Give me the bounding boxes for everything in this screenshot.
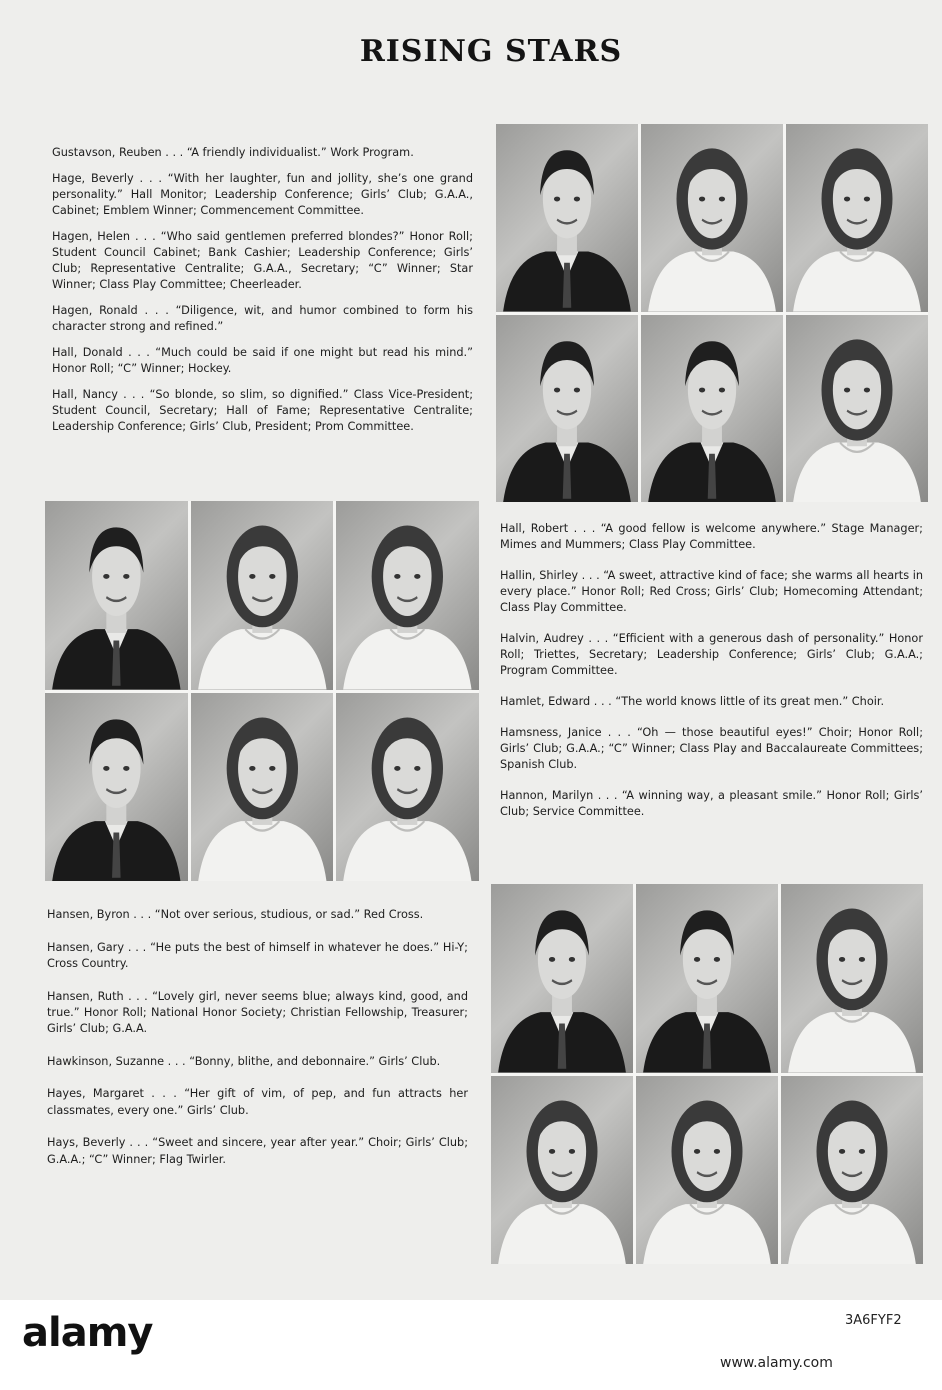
student-portrait — [781, 884, 923, 1073]
senior-entries-block-1 — [52, 145, 473, 445]
senior-entry: Hall, Donald . . . “Much could be said if one might but read his mind.” Honor Roll; “C” Winner; Hockey. — [52, 346, 473, 376]
page-title: RISING STARS — [359, 34, 623, 69]
senior-entry: Hayes, Margaret . . . “Her gift of vim, of pep, and fun attracts her classmates, every one.” Girls’ Club. — [47, 1087, 468, 1117]
student-portrait — [496, 124, 638, 312]
senior-entry: Hagen, Helen . . . “Who said gentlemen preferred blondes?” Honor Roll; Student Council Cabinet; Bank Cashier; Leadership Conference; Girls’ Club; Representative Centralite; G.A.A., Secretary; “C” Winner; Star Winner; Class Play Committee; Cheerleader. — [52, 229, 473, 292]
senior-entry: Hawkinson, Suzanne . . . “Bonny, blithe, and debonnaire.” Girls’ Club. — [47, 1054, 441, 1068]
senior-entry: Hansen, Ruth . . . “Lovely girl, never seems blue; always kind, good, and true.” Honor Roll; National Honor Society; Christian Fellowship, Treasurer; Girls’ Club; G.A.A. — [47, 989, 468, 1036]
source-url: www.alamy.com — [720, 1355, 833, 1371]
student-portrait — [636, 884, 778, 1073]
senior-entry: Halvin, Audrey . . . “Efficient with a generous dash of personality.” Honor Roll; Triettes, Secretary; Leadership Conference; Girls’ Club; G.A.A.; Program Committee. — [500, 632, 923, 678]
senior-entry: Hage, Beverly . . . “With her laughter, fun and jollity, she’s one grand personality.” Hall Monitor; Leadership Conference; Girls’ Club; G.A.A., Cabinet; Emblem Winner; Commencement Committee. — [52, 171, 473, 218]
student-portrait — [496, 315, 638, 503]
senior-entry: Hansen, Byron . . . “Not over serious, studious, or sad.” Red Cross. — [47, 908, 424, 921]
image-id: 3A6FYF2 — [845, 1313, 902, 1328]
student-portrait — [636, 1076, 778, 1265]
student-portrait — [336, 693, 479, 882]
alamy-logo: alamy — [22, 1310, 153, 1356]
senior-entry: Hagen, Ronald . . . “Diligence, wit, and humor combined to form his character strong and refined.” — [52, 304, 473, 334]
student-portrait — [45, 501, 188, 690]
senior-entry: Gustavson, Reuben . . . “A friendly individualist.” Work Program. — [52, 146, 414, 159]
photo-grid-top-right — [496, 124, 928, 502]
senior-entry: Hamsness, Janice . . . “Oh — those beautiful eyes!” Choir; Honor Roll; Girls’ Club; G.A.A.; “C” Winner; Class Play and Baccalaureate Committees; Spanish Club. — [500, 725, 923, 772]
senior-entry: Hallin, Shirley . . . “A sweet, attractive kind of face; she warms all hearts in every place.” Honor Roll; Red Cross; Girls’ Club; Homecoming Attendant; Class Play Committee. — [500, 568, 923, 615]
student-portrait — [491, 884, 633, 1073]
senior-entries-block-2 — [500, 521, 923, 835]
student-portrait — [336, 501, 479, 690]
senior-entry: Hannon, Marilyn . . . “A winning way, a pleasant smile.” Honor Roll; Girls’ Club; Service Committee. — [500, 788, 923, 819]
photo-grid-middle-left — [45, 501, 479, 881]
photo-grid-bottom-right — [491, 884, 923, 1264]
student-portrait — [641, 124, 783, 312]
student-portrait — [191, 501, 334, 690]
senior-entries-block-3 — [47, 907, 468, 1184]
senior-entry: Hays, Beverly . . . “Sweet and sincere, year after year.” Choir; Girls’ Club; G.A.A.; “C” Winner; Flag Twirler. — [47, 1136, 468, 1166]
student-portrait — [45, 693, 188, 882]
student-portrait — [781, 1076, 923, 1265]
student-portrait — [786, 124, 928, 312]
senior-entry: Hamlet, Edward . . . “The world knows little of its great men.” Choir. — [500, 695, 885, 709]
senior-entry: Hall, Nancy . . . “So blonde, so slim, so dignified.” Class Vice-President; Student Council, Secretary; Hall of Fame; Representative Centralite; Leadership Conference; Girls’ Club, President; Prom Committee. — [52, 387, 473, 434]
student-portrait — [641, 315, 783, 503]
student-portrait — [191, 693, 334, 882]
student-portrait — [491, 1076, 633, 1265]
senior-entry: Hansen, Gary . . . “He puts the best of himself in whatever he does.” Hi-Y; Cross Country. — [47, 940, 468, 970]
senior-entry: Hall, Robert . . . “A good fellow is welcome anywhere.” Stage Manager; Mimes and Mummers; Class Play Committee. — [500, 522, 923, 552]
student-portrait — [786, 315, 928, 503]
